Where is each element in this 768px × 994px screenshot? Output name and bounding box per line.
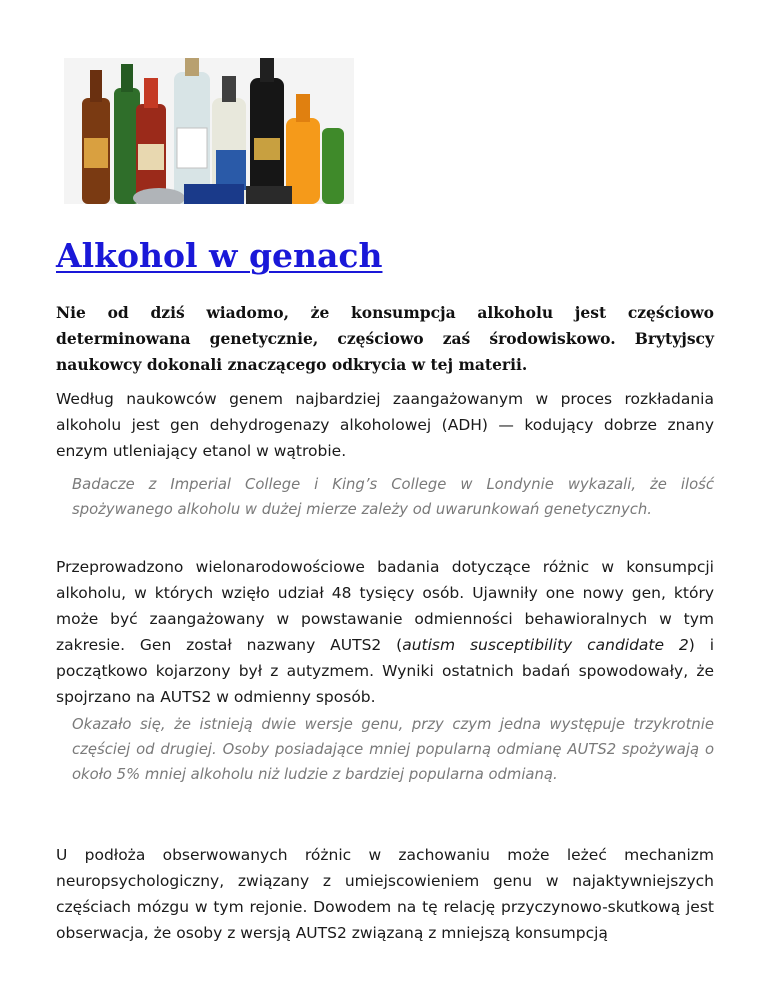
paragraph-2-italic: autism susceptibility candidate 2	[402, 636, 689, 654]
bottles-illustration	[64, 58, 354, 204]
paragraph-3: U podłoża obserwowanych różnic w zachowaniu może leżeć mechanizm neuropsychologiczny, związany z umiejscowieniem genu w najaktywniejszych częściach mózgu w tym rejonie. Dowodem na tę relację przyczynowo-skutkową jest obserwacja, że osoby z wersją AUTS2 związaną z mniejszą konsumpcją	[56, 846, 714, 942]
paragraph-1: Według naukowców genem najbardziej zaangażowanym w proces rozkładania alkoholu jest gen dehydrogenazy alkoholowej (ADH) — kodujący dobrze znany enzym utleniający etanol w wątrobie.	[56, 390, 714, 460]
paragraph-2	[56, 554, 714, 710]
article-lead: Nie od dziś wiadomo, że konsumpcja alkoholu jest częściowo determinowana genetycznie, częściowo zaś środowiskowo. Brytyjscy naukowcy dokonali znaczącego odkrycia w tej materii.	[56, 303, 714, 374]
paragraph-2-part-b: ) i początkowo kojarzony był z autyzmem. Wyniki ostatnich badań spowodowały, że spojrzano na AUTS2 w odmienny sposób.	[56, 636, 715, 706]
article-title[interactable]: Alkohol w genach	[56, 236, 383, 275]
quote-1: Badacze z Imperial College i King’s College w Londynie wykazali, że ilość spożywanego alkoholu w dużej mierze zależy od uwarunkowań genetycznych.	[72, 476, 714, 518]
bottles-photo	[64, 58, 354, 204]
quote-2: Okazało się, że istnieją dwie wersje genu, przy czym jedna występuje trzykrotnie częściej od drugiej. Osoby posiadające mniej popularną odmianę AUTS2 spożywają o około 5% mniej alkoholu niż ludzie z bardziej popularna odmianą.	[72, 716, 714, 783]
paragraph-2-part-a: Przeprowadzono wielonarodowościowe badania dotyczące różnic w konsumpcji alkoholu, w których wzięło udział 48 tysięcy osób. Ujawniły one nowy gen, który może być zaangażowany w powstawanie odmienności behawioralnych w tym zakresie. Gen został nazwany AUTS2 (	[56, 558, 714, 654]
